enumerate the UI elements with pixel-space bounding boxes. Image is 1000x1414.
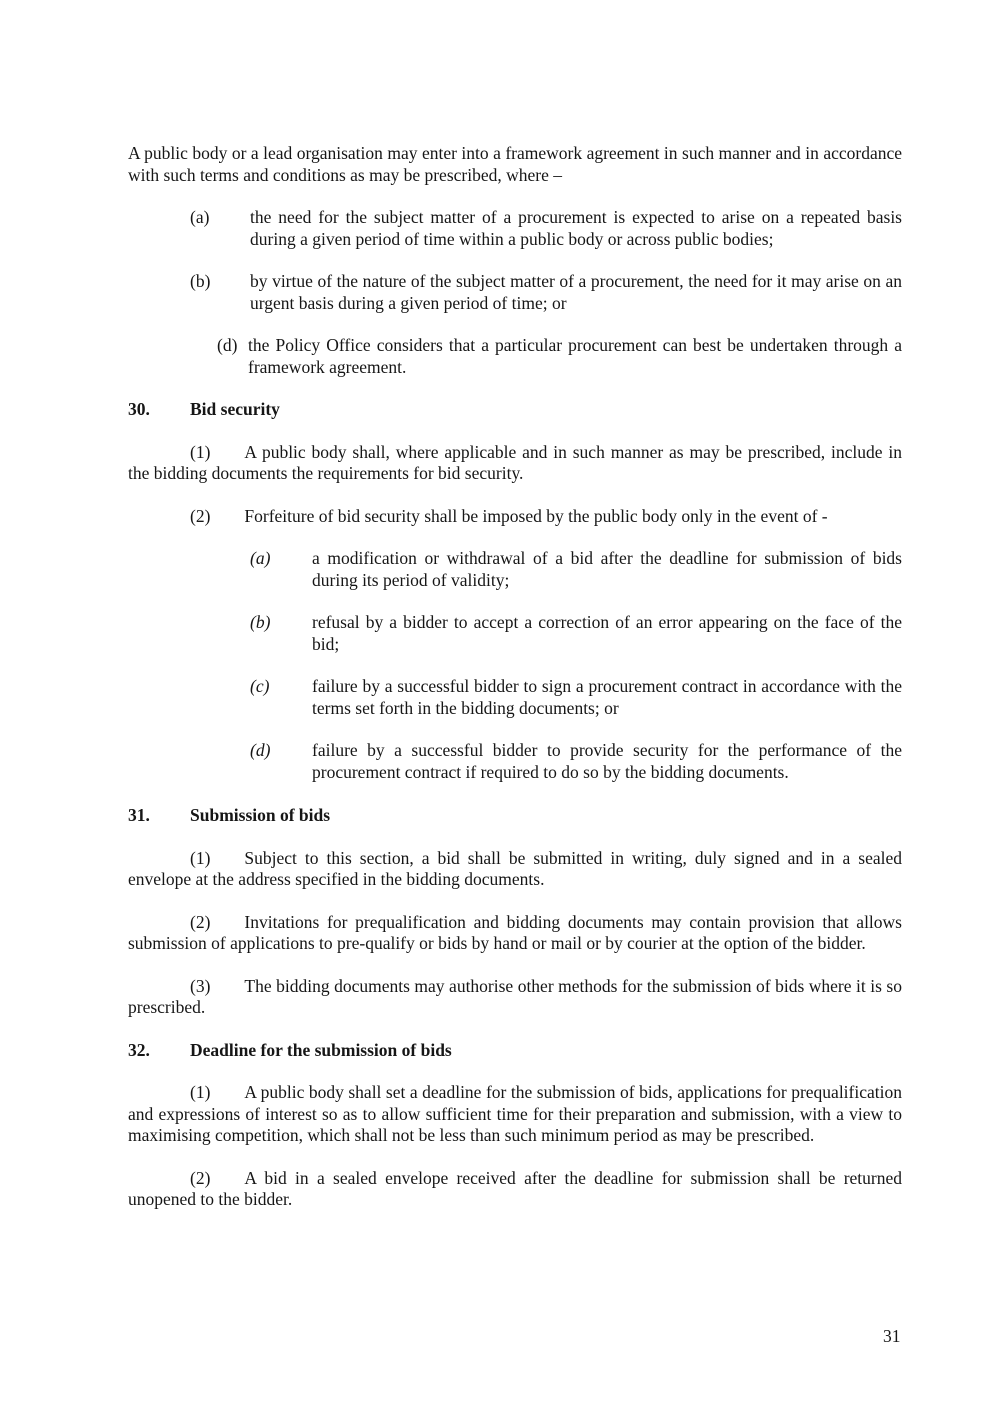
- section-30-paragraph-1: [128, 442, 902, 485]
- paragraph-number: (2): [190, 1167, 211, 1188]
- list-marker-d: (d): [250, 740, 271, 760]
- forfeiture-event-b: [250, 612, 902, 655]
- paragraph-text: Forfeiture of bid security shall be imposed by the public body only in the event of -: [244, 505, 828, 526]
- paragraph-text: Invitations for prequalification and bidding documents may contain provision that allows submission of applications to pre-qualify or bids by hand or mail or by courier at the option of the bidder.: [128, 911, 902, 953]
- section-32-paragraph-1: [128, 1082, 902, 1147]
- list-marker-a: (a): [250, 548, 271, 568]
- section-30-heading: [128, 399, 902, 421]
- paragraph-text: A public body shall set a deadline for the submission of bids, applications for prequalification and expressions of interest so as to allow sufficient time for their preparation and submission, with a view to maximising competition, which shall not be less than such minimum period as may be prescribed.: [128, 1082, 902, 1145]
- section-31-paragraph-1: [128, 848, 902, 891]
- list-item-text: failure by a successful bidder to sign a procurement contract in accordance with the terms set forth in the bidding documents; or: [312, 676, 902, 718]
- list-item-text: by virtue of the nature of the subject matter of a procurement, the need for it may arise on an urgent basis during a given period of time; or: [250, 271, 902, 313]
- section-title: Deadline for the submission of bids: [190, 1039, 452, 1060]
- paragraph-text: Subject to this section, a bid shall be submitted in writing, duly signed and in a sealed envelope at the address specified in the bidding documents.: [128, 847, 902, 889]
- section-32-heading: [128, 1040, 902, 1062]
- section-title: Submission of bids: [190, 805, 331, 825]
- list-marker-b: (b): [190, 271, 211, 291]
- paragraph-number: (1): [190, 1082, 211, 1102]
- paragraph-number: (1): [190, 441, 211, 462]
- list-item-text: refusal by a bidder to accept a correction of an error appearing on the face of the bid;: [312, 612, 902, 654]
- section-number: 32.: [128, 1039, 150, 1060]
- list-marker-c: (c): [250, 676, 270, 696]
- framework-list-item-b: [190, 271, 902, 314]
- paragraph-number: (2): [190, 911, 211, 932]
- list-marker-b: (b): [250, 612, 271, 632]
- list-marker-d: (d): [217, 335, 238, 355]
- section-number: 30.: [128, 399, 150, 419]
- paragraph-number: (1): [190, 847, 211, 868]
- list-item-text: the Policy Office considers that a particular procurement can best be undertaken through a framework agreement.: [248, 335, 902, 377]
- page-number: 31: [883, 1326, 901, 1346]
- paragraph-text: A public body shall, where applicable and in such manner as may be prescribed, include in the bidding documents the requirements for bid security.: [128, 441, 902, 483]
- section-31-heading: [128, 805, 902, 827]
- section-31-paragraph-2: [128, 912, 902, 955]
- list-item-text: the need for the subject matter of a procurement is expected to arise on a repeated basis during a given period of time within a public body or across public bodies;: [250, 207, 902, 249]
- section-32-paragraph-2: [128, 1168, 902, 1211]
- paragraph-number: (2): [190, 505, 211, 526]
- list-marker-a: (a): [190, 207, 210, 227]
- intro-paragraph: A public body or a lead organisation may enter into a framework agreement in such manner and in accordance with such terms and conditions as may be prescribed, where –: [128, 143, 902, 185]
- section-title: Bid security: [190, 399, 280, 419]
- forfeiture-event-c: [250, 676, 902, 719]
- framework-list-item-d: [217, 335, 902, 378]
- section-30-paragraph-2: [128, 506, 902, 528]
- paragraph-number: (3): [190, 975, 211, 996]
- section-31-paragraph-3: [128, 976, 902, 1019]
- section-number: 31.: [128, 805, 150, 825]
- paragraph-text: A bid in a sealed envelope received after the deadline for submission shall be returned unopened to the bidder.: [128, 1167, 902, 1209]
- paragraph-text: The bidding documents may authorise other methods for the submission of bids where it is so prescribed.: [128, 975, 902, 1017]
- framework-list-item-a: [190, 207, 902, 250]
- forfeiture-event-a: [250, 548, 902, 591]
- list-item-text: failure by a successful bidder to provide security for the performance of the procurement contract if required to do so by the bidding documents.: [312, 740, 902, 782]
- list-item-text: a modification or withdrawal of a bid after the deadline for submission of bids during its period of validity;: [312, 548, 902, 590]
- forfeiture-event-d: [250, 740, 902, 783]
